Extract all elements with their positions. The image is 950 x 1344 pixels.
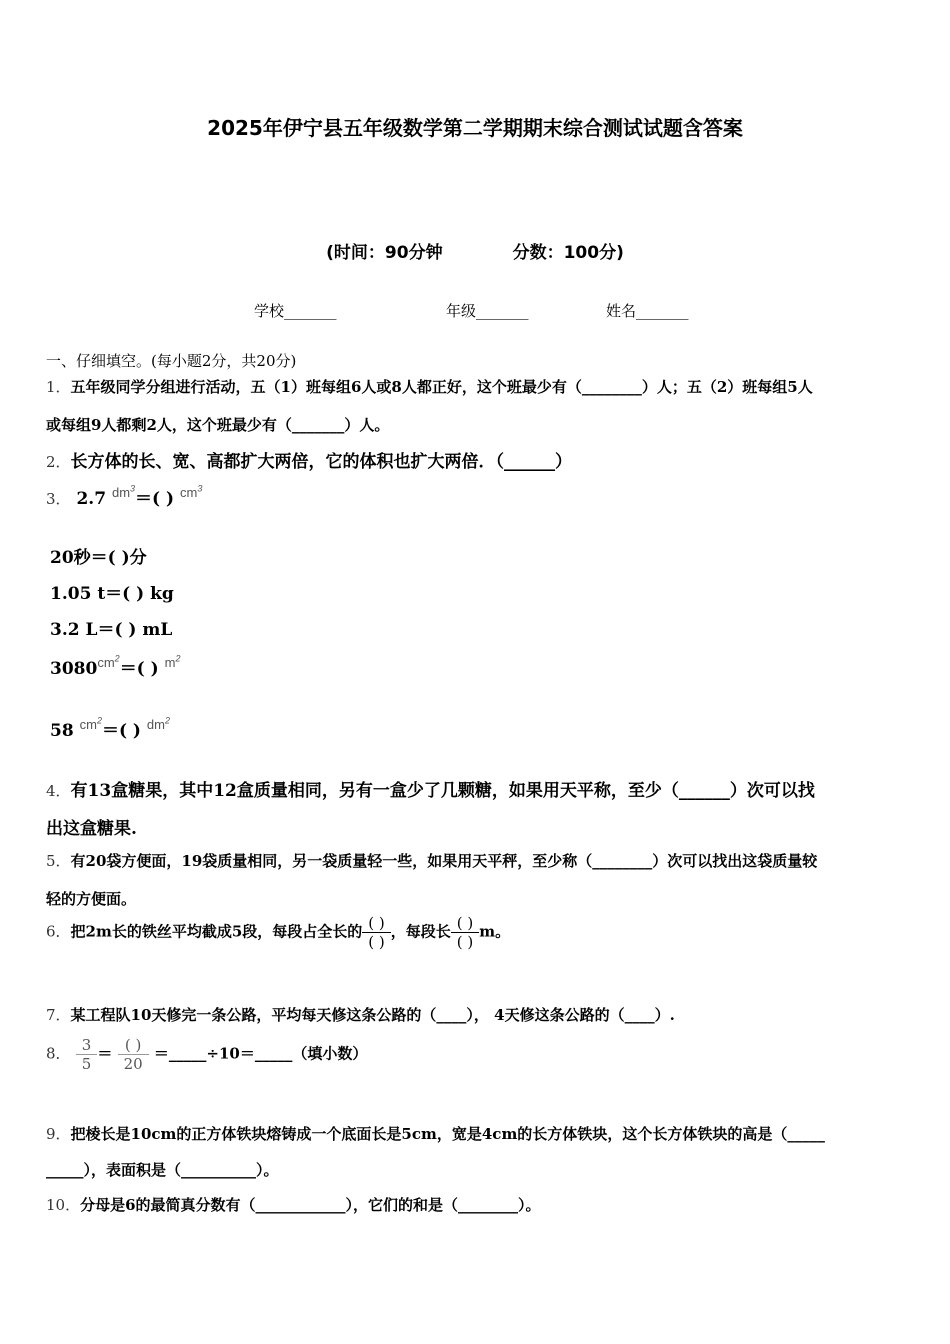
question-4-cont: 出这盒糖果.: [46, 819, 137, 839]
fraction-blank: $\frac{( )}{( )}$: [362, 914, 390, 951]
question-9: 9．把棱长是10cm的正方体铁块熔铸成一个底面长是5cm，宽是4cm的长方体铁块，这个长方体铁块的高是（_____: [46, 1125, 825, 1143]
fraction-blank: $\frac{( )}{( )}$: [451, 914, 479, 951]
exam-meta: [0, 238, 950, 263]
unit-cm3: cm3: [179, 484, 203, 501]
question-3f: 58 $^{cm^2}$＝( ) $^{dm^2}$: [50, 716, 170, 741]
unit-cm2: cm2: [79, 716, 102, 733]
section-heading: 一、仔细填空。(每小题2分，共20分): [46, 352, 297, 370]
unit-cm2: cm2: [97, 654, 120, 671]
time-limit: (时间：90分钟: [326, 243, 443, 263]
school-field: 学校_______: [254, 302, 337, 320]
question-6: 6．把2m长的铁丝平均截成5段，每段占全长的 $\frac{( )}{( )}$ ，每段长 $\frac{( )}{( )}$ m。: [46, 914, 511, 951]
question-4: 4．有13盒糖果，其中12盒质量相同，另有一盒少了几颗糖，如果用天平称，至少（______）次可以找: [46, 781, 815, 801]
question-3b: 20秒＝( )分: [50, 548, 147, 568]
question-1-cont: 或每组9人都剩2人，这个班最少有（_______）人。: [46, 416, 390, 434]
question-3a: 3． 2.7 $^{dm^3}$＝( ) $^{cm^3}$: [46, 484, 203, 509]
question-7: 7．某工程队10天修完一条公路，平均每天修这条公路的（____）， 4天修这条公路的（____）.: [46, 1006, 675, 1024]
question-3d: 3.2 L＝( ) mL: [50, 620, 173, 640]
name-field: 姓名_______: [606, 302, 689, 320]
grade-field: 年级_______: [446, 302, 529, 320]
unit-m2: m2: [164, 654, 181, 671]
question-5-cont: 轻的方便面。: [46, 890, 137, 908]
question-8: 8． $\frac{3}{5}$ ＝ $\frac{( )}{20}$ ＝_____÷10＝_____（填小数）: [46, 1036, 368, 1073]
fraction-3-5: $\frac{3}{5}$: [76, 1036, 98, 1073]
question-10: 10．分母是6的最简真分数有（____________），它们的和是（________）。: [46, 1196, 541, 1214]
total-score: 分数：100分): [512, 243, 624, 263]
question-3e: $3080^{cm^2}=$( ) $^{m^2}$: [50, 654, 181, 679]
fraction-blank-20: $\frac{( )}{20}$: [118, 1036, 149, 1073]
page-title: 2025年伊宁县五年级数学第二学期期末综合测试试题含答案: [207, 116, 743, 140]
unit-dm3: dm3: [111, 484, 136, 501]
question-3c: 1.05 t＝( ) kg: [50, 584, 174, 604]
question-2: 2．长方体的长、宽、高都扩大两倍，它的体积也扩大两倍．（______）: [46, 452, 573, 472]
question-5: 5．有20袋方便面，19袋质量相同，另一袋质量轻一些，如果用天平秤，至少称（________）次可以找出这袋质量较: [46, 852, 818, 870]
question-9-cont: _____），表面积是（__________）。: [46, 1161, 279, 1179]
unit-dm2: dm2: [146, 716, 170, 733]
question-1: 1．五年级同学分组进行活动，五（1）班每组6人或8人都正好，这个班最少有（________）人；五（2）班每组5人: [46, 378, 813, 396]
